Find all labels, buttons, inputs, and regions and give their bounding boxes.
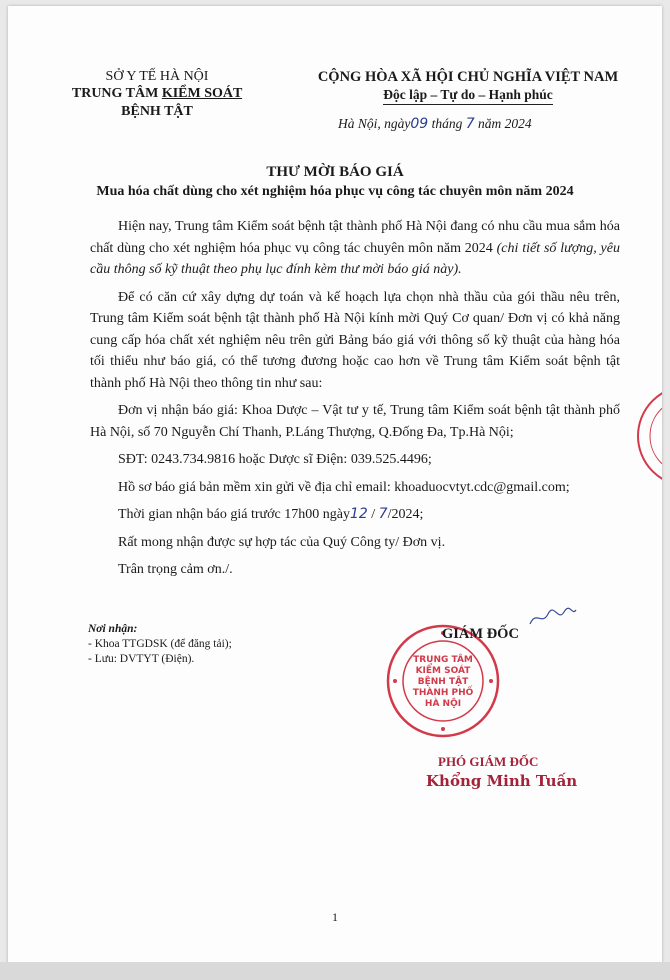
stamp-line: BỆNH TẬT (417, 677, 469, 687)
page-number: 1 (332, 910, 338, 924)
date-month: 7 (465, 116, 475, 132)
paragraph-cooperation: Rất mong nhận được sự hợp tác của Quý Công ty/ Đơn vị. (118, 534, 446, 550)
stamp-line: TRUNG TÂM (413, 655, 473, 665)
stamp-line: HÀ NỘI (424, 699, 462, 709)
paragraph-phone: SĐT: 0243.734.9816 hoặc Dược sĩ Điện: 039.525.4496; (118, 452, 432, 467)
deputy-title: PHÓ GIÁM ĐỐC (438, 754, 539, 769)
national-motto: Độc lập – Tự do – Hạnh phúc (383, 86, 553, 105)
document-page (8, 6, 662, 968)
deadline-day: 12 (349, 506, 368, 522)
date-day: 09 (410, 116, 429, 132)
national-title: CỘNG HÒA XÃ HỘI CHỦ NGHĨA VIỆT NAM (317, 69, 619, 85)
deadline-month: 7 (378, 506, 388, 522)
agency-header (52, 68, 262, 121)
recipient-item: - Lưu: DVTYT (Điện). (88, 653, 195, 665)
signature-scribble (528, 606, 578, 630)
stamp-line: THÀNH PHỐ (412, 688, 474, 698)
national-header (298, 68, 638, 105)
agency-parent: SỞ Y TẾ HÀ NỘI (105, 69, 209, 84)
agency-name: TRUNG TÂM KIỂM SOÁT BỆNH TẬT (71, 86, 243, 119)
date-line: Hà Nội, ngày09 tháng 7 năm 2024 (338, 116, 532, 132)
paragraph-intro: Hiện nay, Trung tâm Kiểm soát bệnh tật thành phố Hà Nội đang có nhu cầu mua sắm hóa chất dùng cho xét nghiệm hóa phục vụ công tác chuyên môn năm 2024 (chi tiết số lượng, yêu cầu thông số kỹ thuật theo phụ lục đính kèm thư mời báo giá này). (90, 219, 620, 277)
recipient-item: - Khoa TTGDSK (để đăng tải); (88, 638, 232, 650)
signature-title: GIÁM ĐỐC (442, 626, 519, 642)
edge-stamp (630, 376, 662, 496)
paragraph-recipient-unit: Đơn vị nhận báo giá: Khoa Dược – Vật tư y tế, Trung tâm Kiểm soát bệnh tật thành phố Hà Nội, số 70 Nguyễn Chí Thanh, P.Láng Thượng, Q.Đống Đa, Tp.Hà Nội; (90, 403, 620, 440)
paragraph-email: Hồ sơ báo giá bản mềm xin gửi về địa chỉ email: khoaduocvtyt.cdc@gmail.com; (118, 479, 570, 495)
letter-title: THƯ MỜI BÁO GIÁ (266, 164, 404, 180)
bottom-band (0, 962, 670, 980)
recipients-block (88, 622, 232, 667)
stamp-line: KIỂM SOÁT (415, 666, 471, 676)
paragraph-request: Để có căn cứ xây dựng dự toán và kế hoạch lựa chọn nhà thầu của gói thầu nêu trên, Trung tâm Kiểm soát bệnh tật thành phố Hà Nội kính mời Quý Cơ quan/ Đơn vị có khả năng cung cấp hóa chất xét nghiệm nêu trên gửi Bảng báo giá với thông số kỹ thuật của hàng hóa tối thiểu như báo giá, có thể tương đương hoặc cao hơn về Trung tâm Kiểm soát bệnh tật thành phố Hà Nội theo thông tin như sau: (90, 289, 620, 391)
letter-body (90, 216, 620, 581)
paragraph-deadline: Thời gian nhận báo giá trước 17h00 ngày12 / 7/2024; (118, 506, 424, 522)
recipients-heading: Nơi nhận: (88, 623, 138, 635)
letter-subtitle: Mua hóa chất dùng cho xét nghiệm hóa phục vụ công tác chuyên môn năm 2024 (96, 184, 574, 199)
paragraph-thanks: Trân trọng cảm ơn./. (118, 562, 233, 577)
signer-name: Khổng Minh Tuấn (426, 772, 578, 790)
